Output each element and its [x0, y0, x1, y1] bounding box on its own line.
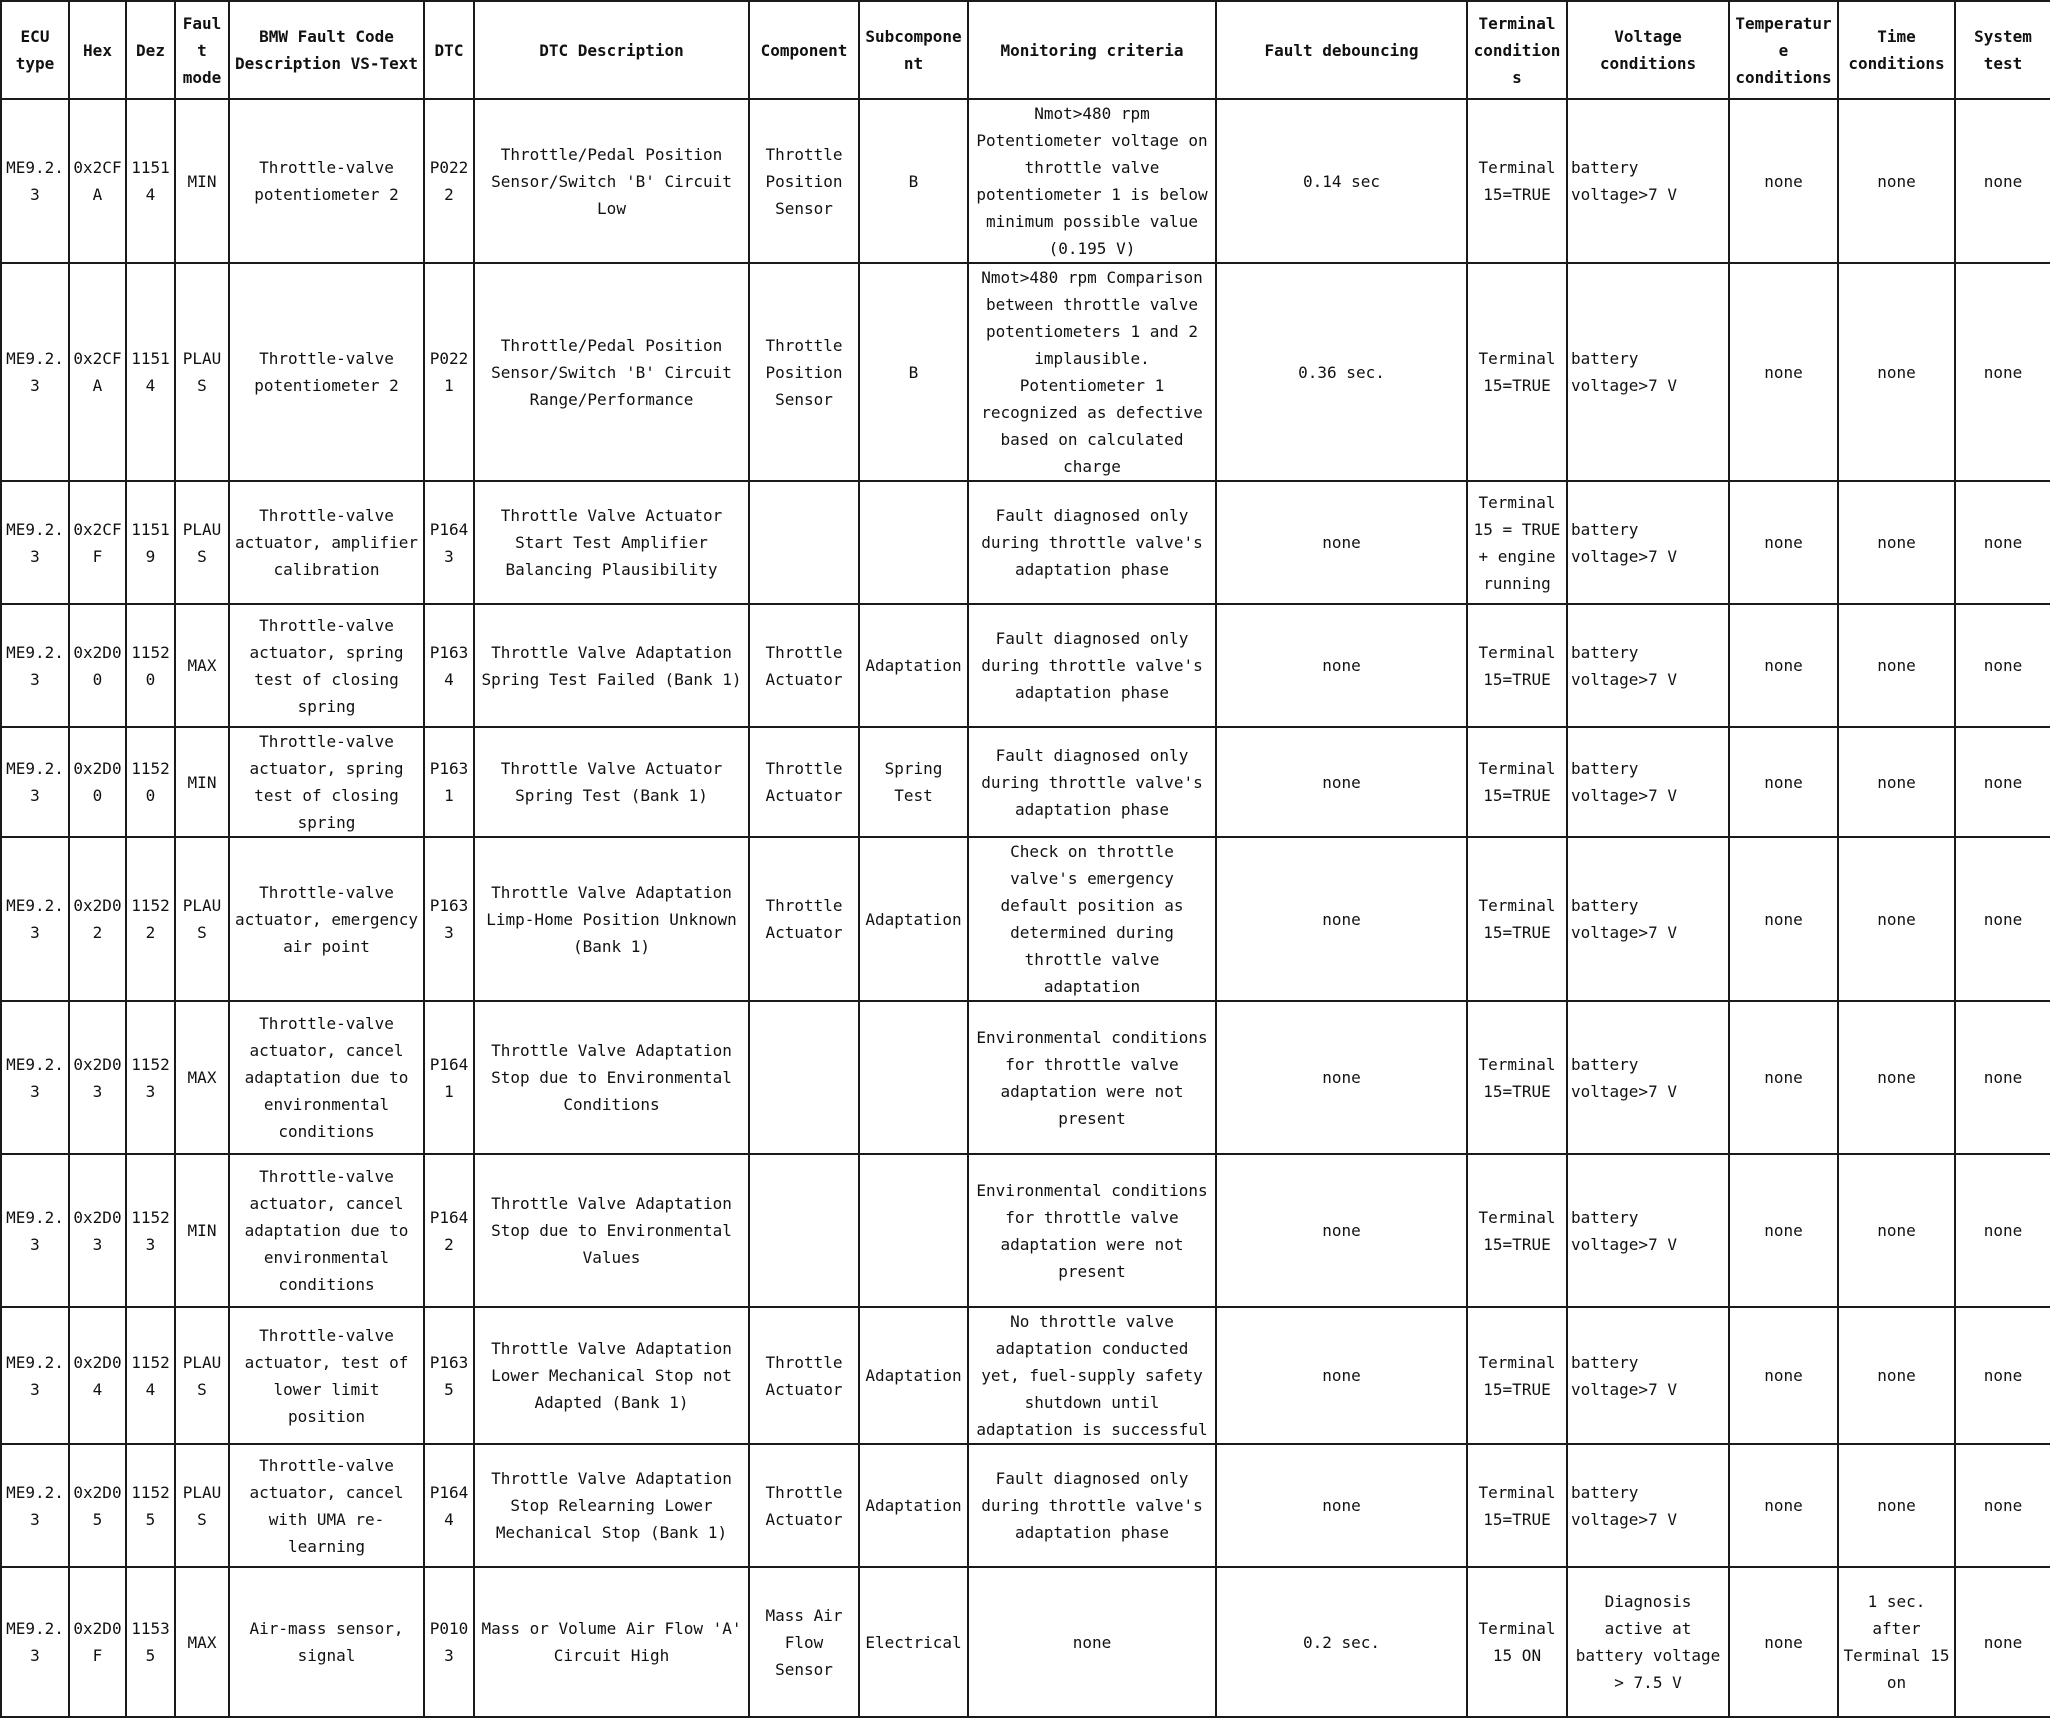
cell-hex: 0x2D00 [69, 727, 126, 837]
cell-ecu-type: ME9.2.3 [1, 99, 69, 263]
cell-temperature-conditions: none [1729, 1444, 1838, 1567]
cell-monitoring-criteria: Environmental conditions for throttle valve adaptation were not present [968, 1154, 1216, 1307]
cell-ecu-type: ME9.2.3 [1, 1154, 69, 1307]
cell-hex: 0x2CFA [69, 263, 126, 481]
cell-bmw-description: Throttle-valve actuator, spring test of closing spring [229, 604, 424, 727]
cell-component: Throttle Position Sensor [749, 99, 859, 263]
cell-system-test: none [1955, 837, 2050, 1001]
cell-fault-mode: PLAUS [175, 1444, 229, 1567]
cell-ecu-type: ME9.2.3 [1, 1001, 69, 1154]
cell-bmw-description: Throttle-valve actuator, amplifier calibration [229, 481, 424, 604]
cell-system-test: none [1955, 481, 2050, 604]
cell-system-test: none [1955, 263, 2050, 481]
cell-monitoring-criteria: Nmot>480 rpm Comparison between throttle valve potentiometers 1 and 2 implausible. Potentiometer 1 recognized as defective based on calculated charge [968, 263, 1216, 481]
table-row [1, 481, 2050, 604]
cell-monitoring-criteria: Environmental conditions for throttle valve adaptation were not present [968, 1001, 1216, 1154]
cell-voltage-conditions: battery voltage>7 V [1567, 1444, 1729, 1567]
cell-subcomponent: B [859, 263, 968, 481]
cell-hex: 0x2D03 [69, 1154, 126, 1307]
cell-dtc: P1635 [424, 1307, 474, 1444]
cell-monitoring-criteria: Check on throttle valve's emergency default position as determined during throttle valve adaptation [968, 837, 1216, 1001]
cell-dez: 11522 [126, 837, 175, 1001]
table-row [1, 1154, 2050, 1307]
cell-terminal-conditions: Terminal 15=TRUE [1467, 263, 1567, 481]
cell-dtc: P0221 [424, 263, 474, 481]
col-header-hex: Hex [69, 1, 126, 99]
table-row [1, 1444, 2050, 1567]
cell-time-conditions: none [1838, 481, 1955, 604]
cell-ecu-type: ME9.2.3 [1, 1567, 69, 1717]
cell-terminal-conditions: Terminal 15=TRUE [1467, 1444, 1567, 1567]
cell-ecu-type: ME9.2.3 [1, 727, 69, 837]
table-row [1, 1001, 2050, 1154]
table-row [1, 604, 2050, 727]
cell-fault-debouncing: none [1216, 1154, 1467, 1307]
cell-subcomponent [859, 1001, 968, 1154]
cell-voltage-conditions: battery voltage>7 V [1567, 263, 1729, 481]
cell-dez: 11519 [126, 481, 175, 604]
cell-dez: 11524 [126, 1307, 175, 1444]
cell-hex: 0x2D0F [69, 1567, 126, 1717]
cell-dtc-description: Throttle Valve Adaptation Stop due to Environmental Values [474, 1154, 749, 1307]
cell-voltage-conditions: battery voltage>7 V [1567, 1307, 1729, 1444]
cell-component: Mass Air Flow Sensor [749, 1567, 859, 1717]
cell-terminal-conditions: Terminal 15=TRUE [1467, 604, 1567, 727]
cell-ecu-type: ME9.2.3 [1, 263, 69, 481]
cell-time-conditions: none [1838, 1154, 1955, 1307]
cell-dez: 11514 [126, 263, 175, 481]
cell-temperature-conditions: none [1729, 727, 1838, 837]
cell-monitoring-criteria: none [968, 1567, 1216, 1717]
cell-component: Throttle Position Sensor [749, 263, 859, 481]
cell-subcomponent: Electrical [859, 1567, 968, 1717]
cell-voltage-conditions: battery voltage>7 V [1567, 1001, 1729, 1154]
col-header-dtc: DTC [424, 1, 474, 99]
cell-bmw-description: Throttle-valve actuator, test of lower limit position [229, 1307, 424, 1444]
cell-hex: 0x2D03 [69, 1001, 126, 1154]
cell-terminal-conditions: Terminal 15=TRUE [1467, 727, 1567, 837]
cell-fault-mode: MIN [175, 727, 229, 837]
cell-fault-debouncing: none [1216, 1307, 1467, 1444]
cell-dtc: P1644 [424, 1444, 474, 1567]
cell-fault-mode: MIN [175, 99, 229, 263]
cell-system-test: none [1955, 99, 2050, 263]
cell-subcomponent: Adaptation [859, 837, 968, 1001]
col-header-fault-mode: Fault mode [175, 1, 229, 99]
col-header-dtc-description: DTC Description [474, 1, 749, 99]
cell-terminal-conditions: Terminal 15 ON [1467, 1567, 1567, 1717]
cell-component: Throttle Actuator [749, 727, 859, 837]
cell-dtc-description: Throttle Valve Adaptation Stop Relearning Lower Mechanical Stop (Bank 1) [474, 1444, 749, 1567]
cell-temperature-conditions: none [1729, 99, 1838, 263]
cell-temperature-conditions: none [1729, 263, 1838, 481]
cell-ecu-type: ME9.2.3 [1, 1307, 69, 1444]
cell-fault-debouncing: none [1216, 481, 1467, 604]
cell-dtc: P1642 [424, 1154, 474, 1307]
cell-dez: 11520 [126, 604, 175, 727]
table-row [1, 837, 2050, 1001]
cell-bmw-description: Throttle-valve potentiometer 2 [229, 263, 424, 481]
cell-system-test: none [1955, 727, 2050, 837]
cell-terminal-conditions: Terminal 15 = TRUE + engine running [1467, 481, 1567, 604]
col-header-ecu-type: ECU type [1, 1, 69, 99]
cell-fault-mode: MAX [175, 1567, 229, 1717]
cell-fault-mode: MIN [175, 1154, 229, 1307]
cell-bmw-description: Throttle-valve actuator, cancel adaptation due to environmental conditions [229, 1001, 424, 1154]
cell-monitoring-criteria: Nmot>480 rpm Potentiometer voltage on throttle valve potentiometer 1 is below minimum possible value (0.195 V) [968, 99, 1216, 263]
cell-ecu-type: ME9.2.3 [1, 604, 69, 727]
cell-dez: 11525 [126, 1444, 175, 1567]
cell-bmw-description: Throttle-valve actuator, emergency air point [229, 837, 424, 1001]
col-header-subcomponent: Subcomponent [859, 1, 968, 99]
cell-temperature-conditions: none [1729, 837, 1838, 1001]
cell-time-conditions: none [1838, 837, 1955, 1001]
cell-dez: 11523 [126, 1001, 175, 1154]
col-header-monitoring-criteria: Monitoring criteria [968, 1, 1216, 99]
cell-hex: 0x2D05 [69, 1444, 126, 1567]
cell-dtc: P1634 [424, 604, 474, 727]
cell-subcomponent [859, 481, 968, 604]
cell-monitoring-criteria: Fault diagnosed only during throttle valve's adaptation phase [968, 1444, 1216, 1567]
cell-voltage-conditions: battery voltage>7 V [1567, 604, 1729, 727]
cell-voltage-conditions: battery voltage>7 V [1567, 837, 1729, 1001]
cell-fault-mode: MAX [175, 1001, 229, 1154]
cell-terminal-conditions: Terminal 15=TRUE [1467, 1307, 1567, 1444]
cell-system-test: none [1955, 1307, 2050, 1444]
table-body [1, 99, 2050, 1717]
cell-dtc-description: Throttle Valve Adaptation Limp-Home Position Unknown (Bank 1) [474, 837, 749, 1001]
col-header-dez: Dez [126, 1, 175, 99]
cell-temperature-conditions: none [1729, 1567, 1838, 1717]
cell-ecu-type: ME9.2.3 [1, 481, 69, 604]
cell-time-conditions: none [1838, 1001, 1955, 1154]
cell-dez: 11520 [126, 727, 175, 837]
cell-dtc: P1631 [424, 727, 474, 837]
cell-component [749, 481, 859, 604]
cell-component: Throttle Actuator [749, 1444, 859, 1567]
cell-ecu-type: ME9.2.3 [1, 837, 69, 1001]
cell-monitoring-criteria: No throttle valve adaptation conducted yet, fuel-supply safety shutdown until adaptation is successful [968, 1307, 1216, 1444]
cell-component: Throttle Actuator [749, 1307, 859, 1444]
cell-system-test: none [1955, 1567, 2050, 1717]
cell-dtc: P1643 [424, 481, 474, 604]
cell-time-conditions: none [1838, 604, 1955, 727]
cell-temperature-conditions: none [1729, 481, 1838, 604]
cell-fault-mode: PLAUS [175, 1307, 229, 1444]
cell-hex: 0x2D00 [69, 604, 126, 727]
cell-bmw-description: Air-mass sensor, signal [229, 1567, 424, 1717]
cell-dtc: P1633 [424, 837, 474, 1001]
cell-temperature-conditions: none [1729, 604, 1838, 727]
cell-monitoring-criteria: Fault diagnosed only during throttle valve's adaptation phase [968, 604, 1216, 727]
cell-subcomponent: Adaptation [859, 604, 968, 727]
cell-ecu-type: ME9.2.3 [1, 1444, 69, 1567]
cell-bmw-description: Throttle-valve actuator, cancel adaptation due to environmental conditions [229, 1154, 424, 1307]
cell-temperature-conditions: none [1729, 1154, 1838, 1307]
cell-dez: 11535 [126, 1567, 175, 1717]
cell-hex: 0x2D02 [69, 837, 126, 1001]
cell-voltage-conditions: battery voltage>7 V [1567, 727, 1729, 837]
cell-dez: 11523 [126, 1154, 175, 1307]
cell-terminal-conditions: Terminal 15=TRUE [1467, 837, 1567, 1001]
cell-system-test: none [1955, 1001, 2050, 1154]
cell-bmw-description: Throttle-valve actuator, cancel with UMA re-learning [229, 1444, 424, 1567]
cell-dtc-description: Throttle Valve Adaptation Spring Test Failed (Bank 1) [474, 604, 749, 727]
col-header-component: Component [749, 1, 859, 99]
col-header-bmw-description: BMW Fault Code Description VS-Text [229, 1, 424, 99]
col-header-terminal-conditions: Terminal conditions [1467, 1, 1567, 99]
cell-fault-mode: MAX [175, 604, 229, 727]
cell-component: Throttle Actuator [749, 604, 859, 727]
cell-fault-debouncing: none [1216, 604, 1467, 727]
cell-temperature-conditions: none [1729, 1001, 1838, 1154]
cell-dtc-description: Throttle Valve Actuator Spring Test (Bank 1) [474, 727, 749, 837]
cell-terminal-conditions: Terminal 15=TRUE [1467, 1154, 1567, 1307]
cell-subcomponent: Adaptation [859, 1444, 968, 1567]
cell-dtc-description: Throttle/Pedal Position Sensor/Switch 'B' Circuit Low [474, 99, 749, 263]
cell-time-conditions: none [1838, 263, 1955, 481]
table-row [1, 263, 2050, 481]
cell-time-conditions: none [1838, 727, 1955, 837]
cell-fault-debouncing: none [1216, 1001, 1467, 1154]
col-header-system-test: System test [1955, 1, 2050, 99]
cell-fault-debouncing: none [1216, 1444, 1467, 1567]
cell-dtc: P0103 [424, 1567, 474, 1717]
cell-fault-debouncing: none [1216, 837, 1467, 1001]
cell-hex: 0x2D04 [69, 1307, 126, 1444]
cell-dtc-description: Throttle Valve Adaptation Lower Mechanical Stop not Adapted (Bank 1) [474, 1307, 749, 1444]
cell-fault-debouncing: none [1216, 727, 1467, 837]
cell-component [749, 1001, 859, 1154]
cell-voltage-conditions: battery voltage>7 V [1567, 99, 1729, 263]
cell-component: Throttle Actuator [749, 837, 859, 1001]
cell-monitoring-criteria: Fault diagnosed only during throttle valve's adaptation phase [968, 727, 1216, 837]
col-header-fault-debouncing: Fault debouncing [1216, 1, 1467, 99]
cell-dtc: P1641 [424, 1001, 474, 1154]
cell-system-test: none [1955, 604, 2050, 727]
cell-fault-debouncing: 0.14 sec [1216, 99, 1467, 263]
cell-dez: 11514 [126, 99, 175, 263]
cell-system-test: none [1955, 1444, 2050, 1567]
col-header-voltage-conditions: Voltage conditions [1567, 1, 1729, 99]
table-header [1, 1, 2050, 99]
table-row [1, 99, 2050, 263]
cell-time-conditions: 1 sec. after Terminal 15 on [1838, 1567, 1955, 1717]
cell-component [749, 1154, 859, 1307]
cell-terminal-conditions: Terminal 15=TRUE [1467, 99, 1567, 263]
cell-dtc: P0222 [424, 99, 474, 263]
cell-subcomponent [859, 1154, 968, 1307]
cell-fault-debouncing: 0.36 sec. [1216, 263, 1467, 481]
cell-fault-mode: PLAUS [175, 481, 229, 604]
cell-bmw-description: Throttle-valve potentiometer 2 [229, 99, 424, 263]
cell-time-conditions: none [1838, 1444, 1955, 1567]
table-row [1, 1567, 2050, 1717]
cell-subcomponent: Adaptation [859, 1307, 968, 1444]
cell-fault-debouncing: 0.2 sec. [1216, 1567, 1467, 1717]
cell-bmw-description: Throttle-valve actuator, spring test of closing spring [229, 727, 424, 837]
cell-subcomponent: Spring Test [859, 727, 968, 837]
cell-dtc-description: Throttle Valve Actuator Start Test Amplifier Balancing Plausibility [474, 481, 749, 604]
cell-dtc-description: Throttle Valve Adaptation Stop due to Environmental Conditions [474, 1001, 749, 1154]
cell-fault-mode: PLAUS [175, 263, 229, 481]
cell-voltage-conditions: battery voltage>7 V [1567, 1154, 1729, 1307]
cell-fault-mode: PLAUS [175, 837, 229, 1001]
col-header-temperature-conditions: Temperature conditions [1729, 1, 1838, 99]
cell-dtc-description: Mass or Volume Air Flow 'A' Circuit High [474, 1567, 749, 1717]
cell-time-conditions: none [1838, 99, 1955, 263]
cell-subcomponent: B [859, 99, 968, 263]
cell-temperature-conditions: none [1729, 1307, 1838, 1444]
cell-system-test: none [1955, 1154, 2050, 1307]
header-row [1, 1, 2050, 99]
cell-terminal-conditions: Terminal 15=TRUE [1467, 1001, 1567, 1154]
col-header-time-conditions: Time conditions [1838, 1, 1955, 99]
table-row [1, 727, 2050, 837]
cell-hex: 0x2CFF [69, 481, 126, 604]
cell-voltage-conditions: battery voltage>7 V [1567, 481, 1729, 604]
cell-time-conditions: none [1838, 1307, 1955, 1444]
cell-dtc-description: Throttle/Pedal Position Sensor/Switch 'B' Circuit Range/Performance [474, 263, 749, 481]
cell-hex: 0x2CFA [69, 99, 126, 263]
cell-monitoring-criteria: Fault diagnosed only during throttle valve's adaptation phase [968, 481, 1216, 604]
cell-voltage-conditions: Diagnosis active at battery voltage > 7.5 V [1567, 1567, 1729, 1717]
table-row [1, 1307, 2050, 1444]
